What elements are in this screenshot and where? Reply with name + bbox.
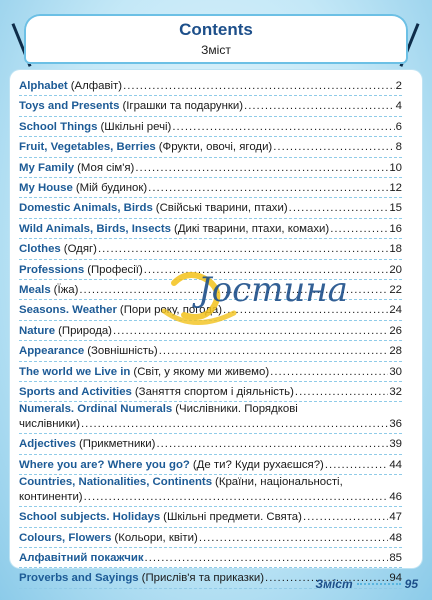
toc-entry-page: 20 xyxy=(389,263,402,276)
toc-entry-translation: (Заняття спортом і діяльність) xyxy=(134,386,294,398)
footer-label: Зміст xyxy=(315,577,353,591)
toc-leader-dots xyxy=(243,96,395,116)
toc-entry-title: Where you are? Where you go? xyxy=(19,458,190,471)
toc-entry-title: Proverbs and Sayings xyxy=(19,572,139,585)
toc-leader-dots xyxy=(198,528,389,548)
footer-wave xyxy=(357,583,401,585)
toc-leader-dots xyxy=(269,362,388,382)
toc-entry-title: Seasons. Weather xyxy=(19,304,117,317)
toc-entry-translation: (Шкільні предмети. Свята) xyxy=(163,511,302,524)
toc-entry-translation: (Пори року, погода) xyxy=(119,304,223,317)
toc-leader-dots xyxy=(144,548,389,568)
toc-entry-page: 12 xyxy=(389,182,402,194)
toc-entry[interactable] xyxy=(19,362,402,382)
toc-leader-dots xyxy=(324,455,388,475)
toc-entry-page: 48 xyxy=(389,531,402,544)
toc-entry-page: 30 xyxy=(389,365,402,378)
toc-entry-translation: (Де ти? Куди рухаєшся?) xyxy=(192,458,324,471)
toc-leader-dots xyxy=(158,341,389,361)
toc-leader-dots xyxy=(222,300,388,320)
toc-entry-translation: (Прикметники) xyxy=(78,438,156,451)
toc-entry-page: 2 xyxy=(395,80,402,92)
toc-entry[interactable] xyxy=(19,260,402,280)
toc-entry[interactable] xyxy=(19,434,402,454)
toc-entry[interactable] xyxy=(19,96,402,116)
toc-entry-page: 26 xyxy=(389,324,402,337)
toc-entry-page: 6 xyxy=(395,120,402,133)
toc-entry-translation: (Світ, у якому ми живемо) xyxy=(133,365,270,378)
toc-entry[interactable] xyxy=(19,76,402,96)
toc-leader-dots xyxy=(302,507,388,527)
toc-entry-translation-cont: числівники) xyxy=(19,418,81,431)
toc-entry[interactable] xyxy=(19,528,402,548)
toc-entry-title: Appearance xyxy=(19,345,85,358)
toc-entry-page: 28 xyxy=(389,345,402,358)
toc-entry[interactable] xyxy=(19,158,402,178)
toc-entry-page: 47 xyxy=(389,511,402,524)
toc-entry-translation: (Мій будинок) xyxy=(75,182,148,194)
toc-entry-title: Wild Animals, Birds, Insects xyxy=(19,222,172,235)
toc-entry-page: 15 xyxy=(389,202,402,215)
toc-entry-page: 32 xyxy=(389,386,402,398)
toc-entry-page: 18 xyxy=(389,243,402,256)
toc-entry-page: 44 xyxy=(389,458,402,471)
toc-entry-title: Alphabet xyxy=(19,80,68,92)
toc-leader-dots xyxy=(80,417,388,432)
toc-entry-translation: (Прислів'я та приказки) xyxy=(141,572,265,585)
toc-entry-page: 39 xyxy=(389,438,402,451)
toc-entry-page: 4 xyxy=(395,100,402,113)
svg-text:Jостина: Jостина xyxy=(198,270,348,310)
toc-entry[interactable] xyxy=(19,280,402,300)
toc-entry[interactable] xyxy=(19,341,402,361)
toc-entry-title: Nature xyxy=(19,324,56,337)
toc-entry[interactable] xyxy=(19,321,402,341)
toc-leader-dots xyxy=(122,76,395,96)
toc-entry-title: Fruit, Vegetables, Berries xyxy=(19,141,156,154)
toc-leader-dots xyxy=(288,198,389,218)
toc-leader-dots xyxy=(112,321,388,341)
toc-entry-translation-cont: континенти) xyxy=(19,491,83,504)
toc-entry-title: Domestic Animals, Birds xyxy=(19,202,153,215)
toc-entry-translation: (Дикі тварини, птахи, комахи) xyxy=(174,222,330,235)
toc-entry[interactable] xyxy=(19,548,402,568)
toc-entry-title: My House xyxy=(19,182,73,194)
toc-entry-page: 36 xyxy=(389,418,402,431)
toc-leader-dots xyxy=(155,434,388,454)
toc-entry[interactable] xyxy=(19,300,402,320)
toc-entry-translation: (Країни, національності, xyxy=(215,476,343,489)
page-footer xyxy=(315,577,418,591)
toc-entry[interactable] xyxy=(19,219,402,239)
toc-entry-title: My Family xyxy=(19,161,75,174)
toc-entry-translation: (Зовнішність) xyxy=(87,345,158,358)
toc-entry-title: Meals xyxy=(19,284,51,296)
footer-page-number: 95 xyxy=(404,577,418,591)
toc-entry-title: School subjects. Holidays xyxy=(19,511,161,524)
toc-entry-title: Colours, Flowers xyxy=(19,531,112,544)
toc-entry-page: 46 xyxy=(389,491,402,504)
toc-entry-title: Clothes xyxy=(19,243,61,256)
toc-entry-page: 10 xyxy=(389,161,402,174)
toc-entry-page: 94 xyxy=(389,572,402,585)
toc-leader-dots xyxy=(171,117,394,137)
toc-entry-translation: (Фрукти, овочі, ягоди) xyxy=(158,141,273,154)
toc-entry-translation: (Природа) xyxy=(58,324,112,337)
toc-entry-title: Countries, Nationalities, Continents xyxy=(19,476,213,489)
toc-entry-page: 16 xyxy=(389,222,402,235)
toc-entry[interactable] xyxy=(19,178,402,198)
toc-leader-dots xyxy=(97,239,388,259)
toc-entry-translation: (Числівники. Порядкові xyxy=(175,403,298,416)
toc-entry[interactable] xyxy=(19,402,402,432)
toc-entry-page: 24 xyxy=(389,304,402,317)
toc-entry-title: Sports and Activities xyxy=(19,386,132,398)
toc-entry-translation: (Іграшки та подарунки) xyxy=(122,100,244,113)
toc-leader-dots xyxy=(272,137,394,157)
page-title: Contents xyxy=(179,20,253,39)
toc-leader-dots xyxy=(143,260,389,280)
toc-entry-translation: (Алфавіт) xyxy=(70,80,123,92)
toc-leader-dots xyxy=(329,219,388,239)
toc-leader-dots xyxy=(134,158,388,178)
page-subtitle: Зміст xyxy=(201,43,231,57)
toc-entry-translation: (Свійські тварини, птахи) xyxy=(155,202,288,215)
toc-entry[interactable] xyxy=(19,475,402,505)
toc-entry-page: 85 xyxy=(389,552,402,564)
toc-entry-title: Алфавітний покажчик xyxy=(19,552,144,564)
toc-entry-translation: (Кольори, квіти) xyxy=(114,531,198,544)
toc-leader-dots xyxy=(83,490,389,505)
toc-entry[interactable] xyxy=(19,198,402,218)
toc-entry-translation: (Шкільні речі) xyxy=(100,120,172,133)
toc-entry-page: 22 xyxy=(389,284,402,296)
toc-entry-title: Professions xyxy=(19,263,85,276)
toc-entry-title: Adjectives xyxy=(19,438,76,451)
toc-entry-title: School Things xyxy=(19,120,98,133)
toc-entry-page: 8 xyxy=(395,141,402,154)
toc-entry-translation: (Професії) xyxy=(87,263,143,276)
toc-entry[interactable] xyxy=(19,507,402,527)
toc-entry-title: Numerals. Ordinal Numerals xyxy=(19,403,173,416)
toc-leader-dots xyxy=(147,178,388,198)
toc-leader-dots xyxy=(78,280,388,300)
toc-entry-translation: (Моя сім'я) xyxy=(77,161,135,174)
toc-entry[interactable] xyxy=(19,455,402,475)
toc-entry-title: The world we Live in xyxy=(19,365,131,378)
toc-leader-dots xyxy=(294,382,388,402)
toc-entry-translation: (Їжа) xyxy=(53,284,79,296)
toc-entry[interactable] xyxy=(19,239,402,259)
toc-entry-title: Toys and Presents xyxy=(19,100,120,113)
toc-entry-translation: (Одяг) xyxy=(63,243,97,256)
toc-entry[interactable] xyxy=(19,117,402,137)
toc-entry[interactable] xyxy=(19,137,402,157)
toc-entry[interactable] xyxy=(19,382,402,402)
